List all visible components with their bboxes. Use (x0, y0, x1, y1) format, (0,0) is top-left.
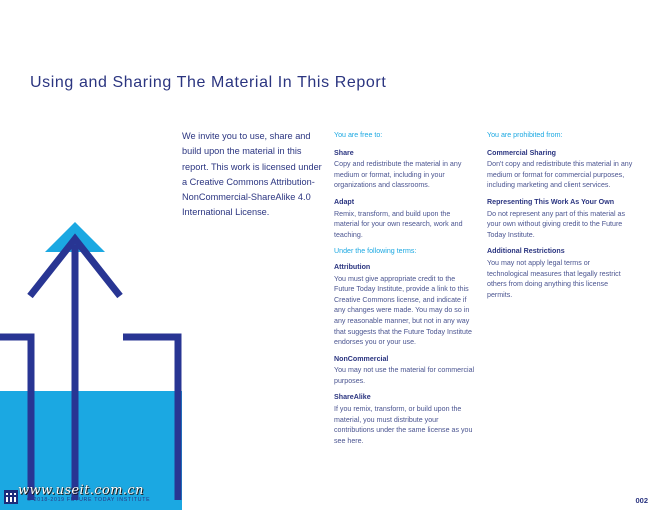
page-number: 002 (635, 496, 648, 505)
list-item (334, 197, 476, 240)
item-title: Attribution (334, 262, 371, 271)
item-body: Copy and redistribute the material in any medium or format, including in your organizations and classrooms. (334, 160, 462, 190)
item-title: ShareAlike (334, 393, 371, 402)
item-body: Remix, transform, and build upon the material for your own research, work and teaching. (334, 209, 463, 239)
page-title: Using and Sharing The Material In This Report (30, 74, 387, 91)
free-to-column (334, 130, 476, 452)
copyright-text: © 2018-2019 FUTURE TODAY INSTITUTE (27, 497, 151, 503)
list-item (334, 262, 476, 348)
list-item (487, 197, 633, 240)
prohibited-column (487, 130, 633, 306)
item-body: You must give appropriate credit to the Future Today Institute, provide a link to this Creative Commons license, and indicate if any changes were made. You may do so in any reasonable manner, but not in any way that suggests that the Future Today Institute endorses you or your use. (334, 274, 472, 347)
logo-mark-icon (4, 490, 18, 504)
item-title: Additional Restrictions (487, 247, 565, 256)
item-body: If you remix, transform, or build upon the material, you must distribute your contributions under the same license as you see here. (334, 405, 473, 445)
item-title: Adapt (334, 197, 355, 206)
intro-text: We invite you to use, share and build upon the material in this report. This work is licensed under a Creative Commons Attribution-NonCommercial-ShareAlike 4.0 International License. (182, 131, 322, 218)
item-body: Don't copy and redistribute this material in any medium or format for commercial purposes, including marketing and client services. (487, 160, 633, 190)
item-body: Do not represent any part of this material as your own without giving credit to the Future Today Institute. (487, 209, 626, 239)
free-to-heading: You are free to: (334, 131, 383, 139)
watermark-text: www.useit.com.cn (18, 483, 144, 498)
list-item (334, 354, 476, 387)
item-body: You may not apply legal terms or technological measures that legally restrict others from doing anything this license permits. (487, 258, 621, 299)
item-title: Representing This Work As Your Own (487, 197, 615, 206)
item-title: NonCommercial (334, 354, 389, 363)
item-title: Share (334, 148, 354, 157)
list-item (334, 148, 476, 191)
terms-heading: Under the following terms: (334, 247, 417, 256)
prohibited-heading: You are prohibited from: (487, 131, 563, 139)
item-title: Commercial Sharing (487, 148, 556, 157)
list-item (487, 246, 633, 300)
list-item (487, 148, 633, 191)
list-item (334, 392, 476, 446)
item-body: You may not use the material for commercial purposes. (334, 366, 475, 385)
